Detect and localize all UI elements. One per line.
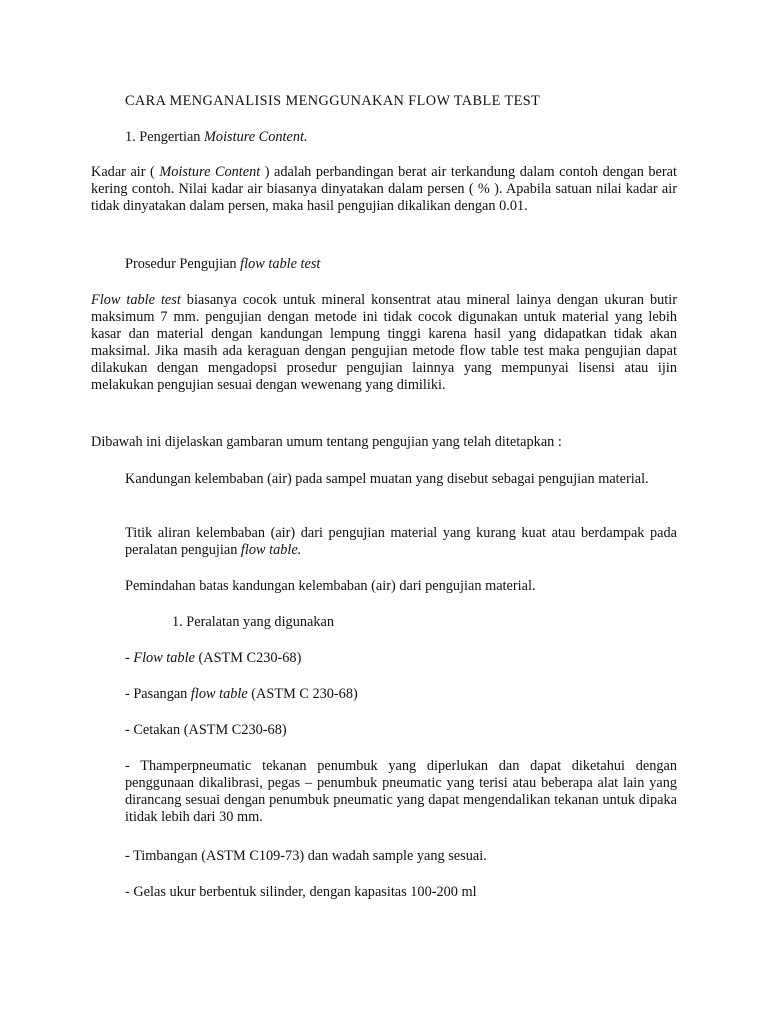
overview-item-italic: flow table. (240, 542, 302, 558)
paragraph-overview-intro: Dibawah ini dijelaskan gambaran umum tentang pengujian yang telah ditetapkan : (91, 434, 562, 450)
section-heading-moisture-content (125, 129, 677, 146)
equipment-item-cetakan: - Cetakan (ASTM C230-68) (125, 722, 287, 738)
overview-item-text: Titik aliran kelembaban (air) dari pengujian material yang kurang kuat atau berdampak pada peralatan pengujian (125, 525, 677, 558)
overview-item-3: Pemindahan batas kandungan kelembaban (air) dari pengujian material. (125, 578, 536, 594)
equipment-spec: (ASTM C230-68) (194, 650, 302, 666)
equipment-item-flow-table (125, 650, 677, 667)
overview-item-1: Kandungan kelembaban (air) pada sampel muatan yang disebut sebagai pengujian material. (125, 471, 649, 487)
paragraph-italic-term: Moisture Content (159, 164, 261, 180)
equipment-item-gelas-ukur: - Gelas ukur berbentuk silinder, dengan kapasitas 100-200 ml (125, 884, 477, 900)
equipment-italic-term: Flow table (133, 650, 195, 666)
section-heading-procedure (125, 256, 677, 273)
list-bullet: - (125, 650, 134, 666)
section-heading-italic: Moisture Content. (204, 129, 308, 145)
paragraph-flow-table-test (91, 292, 677, 394)
paragraph-italic-term: Flow table test (91, 292, 181, 308)
document-title: CARA MENGANALISIS MENGGUNAKAN FLOW TABLE TEST (125, 93, 541, 109)
paragraph-text: Kadar air ( (91, 164, 160, 180)
paragraph-text: biasanya cocok untuk mineral konsentrat atau mineral lainya dengan ukuran butir maksimum 7 mm. pengujian dengan metode ini tidak cocok digunakan untuk material yang lebih kasar dan material dengan kandungan lempung tinggi karena hasil yang didapatkan tidak akan maksimal. Jika masih ada keraguan dengan pengujian metode flow table test maka pengujian dapat dilakukan dengan mengadopsi prosedur pengujian lainnya yang mempunyai lisensi atau ijin melakukan pengujian sesuai dengan wewenang yang dimiliki. (91, 292, 678, 393)
equipment-text: - Pasangan (125, 686, 191, 702)
equipment-item-pasangan (125, 686, 677, 703)
section-heading-text: Prosedur Pengujian (125, 256, 241, 272)
equipment-spec: (ASTM C 230-68) (247, 686, 358, 702)
equipment-item-timbangan: - Timbangan (ASTM C109-73) dan wadah sample yang sesuai. (125, 848, 487, 864)
paragraph-moisture-definition (91, 164, 677, 215)
paragraph-text: ) adalah perbandingan berat air terkandung dalam contoh dengan berat kering contoh. Nilai kadar air biasanya dinyatakan dalam persen ( % ). Apabila satuan nilai kadar air tidak dinyatakan dalam persen, maka hasil pengujian dikalikan dengan 0.01. (91, 164, 677, 214)
section-number-label: 1. Pengertian (125, 129, 205, 145)
overview-item-2 (125, 525, 677, 559)
section-heading-italic: flow table test (240, 256, 321, 272)
equipment-italic-term: flow table (190, 686, 248, 702)
subsection-heading-equipment: 1. Peralatan yang digunakan (172, 614, 334, 630)
equipment-item-tamper: - Thamperpneumatic tekanan penumbuk yang diperlukan dan dapat diketahui dengan penggunaan dikalibrasi, pegas – penumbuk pneumatic yang terisi atau beberapa alat lain yang dirancang sesuai dengan penumbuk pneumatic yang dapat mengendalikan tekanan untuk dipaka itidak lebih dari 30 mm. (125, 758, 677, 825)
